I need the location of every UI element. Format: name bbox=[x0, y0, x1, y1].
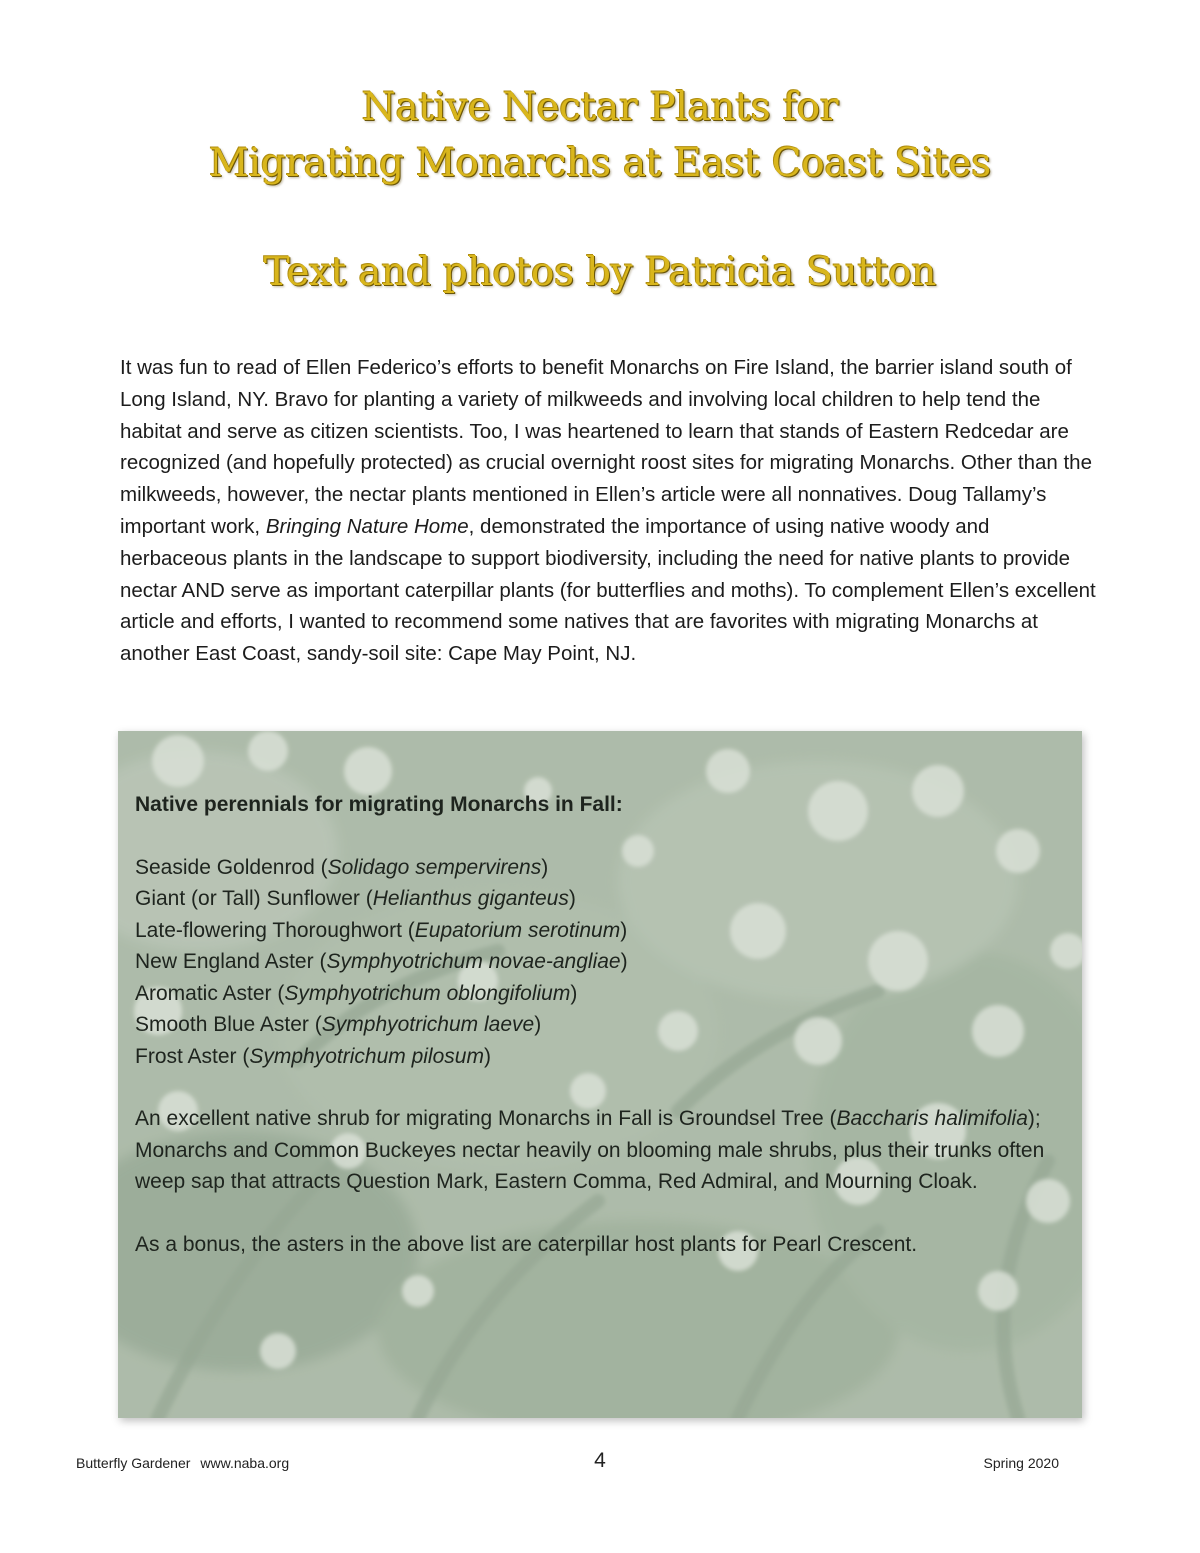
page-number: 4 bbox=[594, 1449, 606, 1472]
plant-common-name: Late-flowering Thoroughwort bbox=[135, 918, 402, 942]
issue-date: Spring 2020 bbox=[983, 1455, 1059, 1471]
shrub-paragraph bbox=[135, 1103, 1055, 1198]
plant-common-name: New England Aster bbox=[135, 950, 314, 973]
plant-common-name: Frost Aster bbox=[135, 1044, 237, 1068]
intro-text-2: , demonstrated the importance of using native woody and herbaceous plants in the landscape to support biodiversity, including the need for native plants to provide nectar AND serve as important caterpillar plants (for butterflies and moths). To complement Ellen’s excellent article and efforts, I wanted to recommend some natives that are favorites with migrating Monarchs at another East Coast, sandy-soil site: Cape May Point, NJ. bbox=[120, 514, 1096, 666]
plant-latin-name: Symphyotrichum oblongifolium bbox=[284, 981, 571, 1005]
plant-common-name: Seaside Goldenrod bbox=[135, 855, 315, 879]
plant-latin-name: Symphyotrichum laeve bbox=[321, 1013, 535, 1036]
plant-latin-name: Eupatorium serotinum bbox=[414, 918, 621, 942]
plant-list bbox=[135, 852, 1055, 1073]
list-item: Late-flowering Thoroughwort (Eupatorium serotinum) bbox=[135, 918, 628, 942]
plant-latin-name: Solidago sempervirens bbox=[327, 855, 542, 879]
intro-paragraph bbox=[120, 352, 1100, 670]
intro-text-1: It was fun to read of Ellen Federico’s efforts to benefit Monarchs on Fire Island, the barrier island south of Long Island, NY. Bravo for planting a variety of milkweeds and involving local children to help tend the habitat and serve as citizen scientists. Too, I was heartened to learn that stands of Eastern Redcedar are recognized (and hopefully protected) as crucial overnight roost sites for migrating Monarchs. Other than the milkweeds, however, the nectar plants mentioned in Ellen’s article were all nonnatives. Doug Tallamy’s important work, bbox=[120, 356, 1092, 538]
plant-common-name: Giant (or Tall) Sunflower bbox=[135, 887, 360, 910]
list-item: New England Aster (Symphyotrichum novae-angliae) bbox=[135, 950, 628, 973]
list-item: Frost Aster (Symphyotrichum pilosum) bbox=[135, 1044, 491, 1068]
shrub-text-1: An excellent native shrub for migrating Monarchs in Fall is Groundsel Tree ( bbox=[135, 1107, 837, 1130]
article-title bbox=[0, 80, 1200, 192]
publication-name: Butterfly Gardener bbox=[76, 1455, 191, 1471]
list-item: Giant (or Tall) Sunflower (Helianthus giganteus) bbox=[135, 887, 576, 910]
list-item: Aromatic Aster (Symphyotrichum oblongifolium) bbox=[135, 981, 578, 1005]
list-item: Seaside Goldenrod (Solidago sempervirens) bbox=[135, 855, 549, 879]
title-line-1: Native Nectar Plants for bbox=[361, 85, 839, 130]
title-line-2: Migrating Monarchs at East Coast Sites bbox=[208, 141, 992, 186]
plant-common-name: Aromatic Aster bbox=[135, 981, 272, 1005]
panel-heading: Native perennials for migrating Monarchs in Fall: bbox=[135, 793, 623, 816]
article-byline: Text and photos by Patricia Sutton bbox=[263, 250, 937, 295]
bonus-paragraph: As a bonus, the asters in the above list are caterpillar host plants for Pearl Crescent. bbox=[135, 1232, 918, 1256]
plant-latin-name: Symphyotrichum pilosum bbox=[249, 1044, 484, 1068]
plant-common-name: Smooth Blue Aster bbox=[135, 1013, 309, 1036]
plant-latin-name: Helianthus giganteus bbox=[372, 887, 569, 910]
plant-latin-name: Symphyotrichum novae-angliae bbox=[326, 950, 621, 973]
shrub-text-2: ); Monarchs and Common Buckeyes nectar heavily on blooming male shrubs, plus their trunks often weep sap that attracts Question Mark, Eastern Comma, Red Admiral, and Mourning Cloak. bbox=[135, 1107, 1045, 1193]
book-title: Bringing Nature Home bbox=[265, 514, 469, 538]
plant-list-panel bbox=[118, 731, 1082, 1418]
panel-text bbox=[135, 789, 1055, 1260]
shrub-latin-name: Baccharis halimifolia bbox=[836, 1107, 1028, 1130]
website-link[interactable]: www.naba.org bbox=[200, 1455, 290, 1471]
list-item: Smooth Blue Aster (Symphyotrichum laeve) bbox=[135, 1013, 542, 1036]
